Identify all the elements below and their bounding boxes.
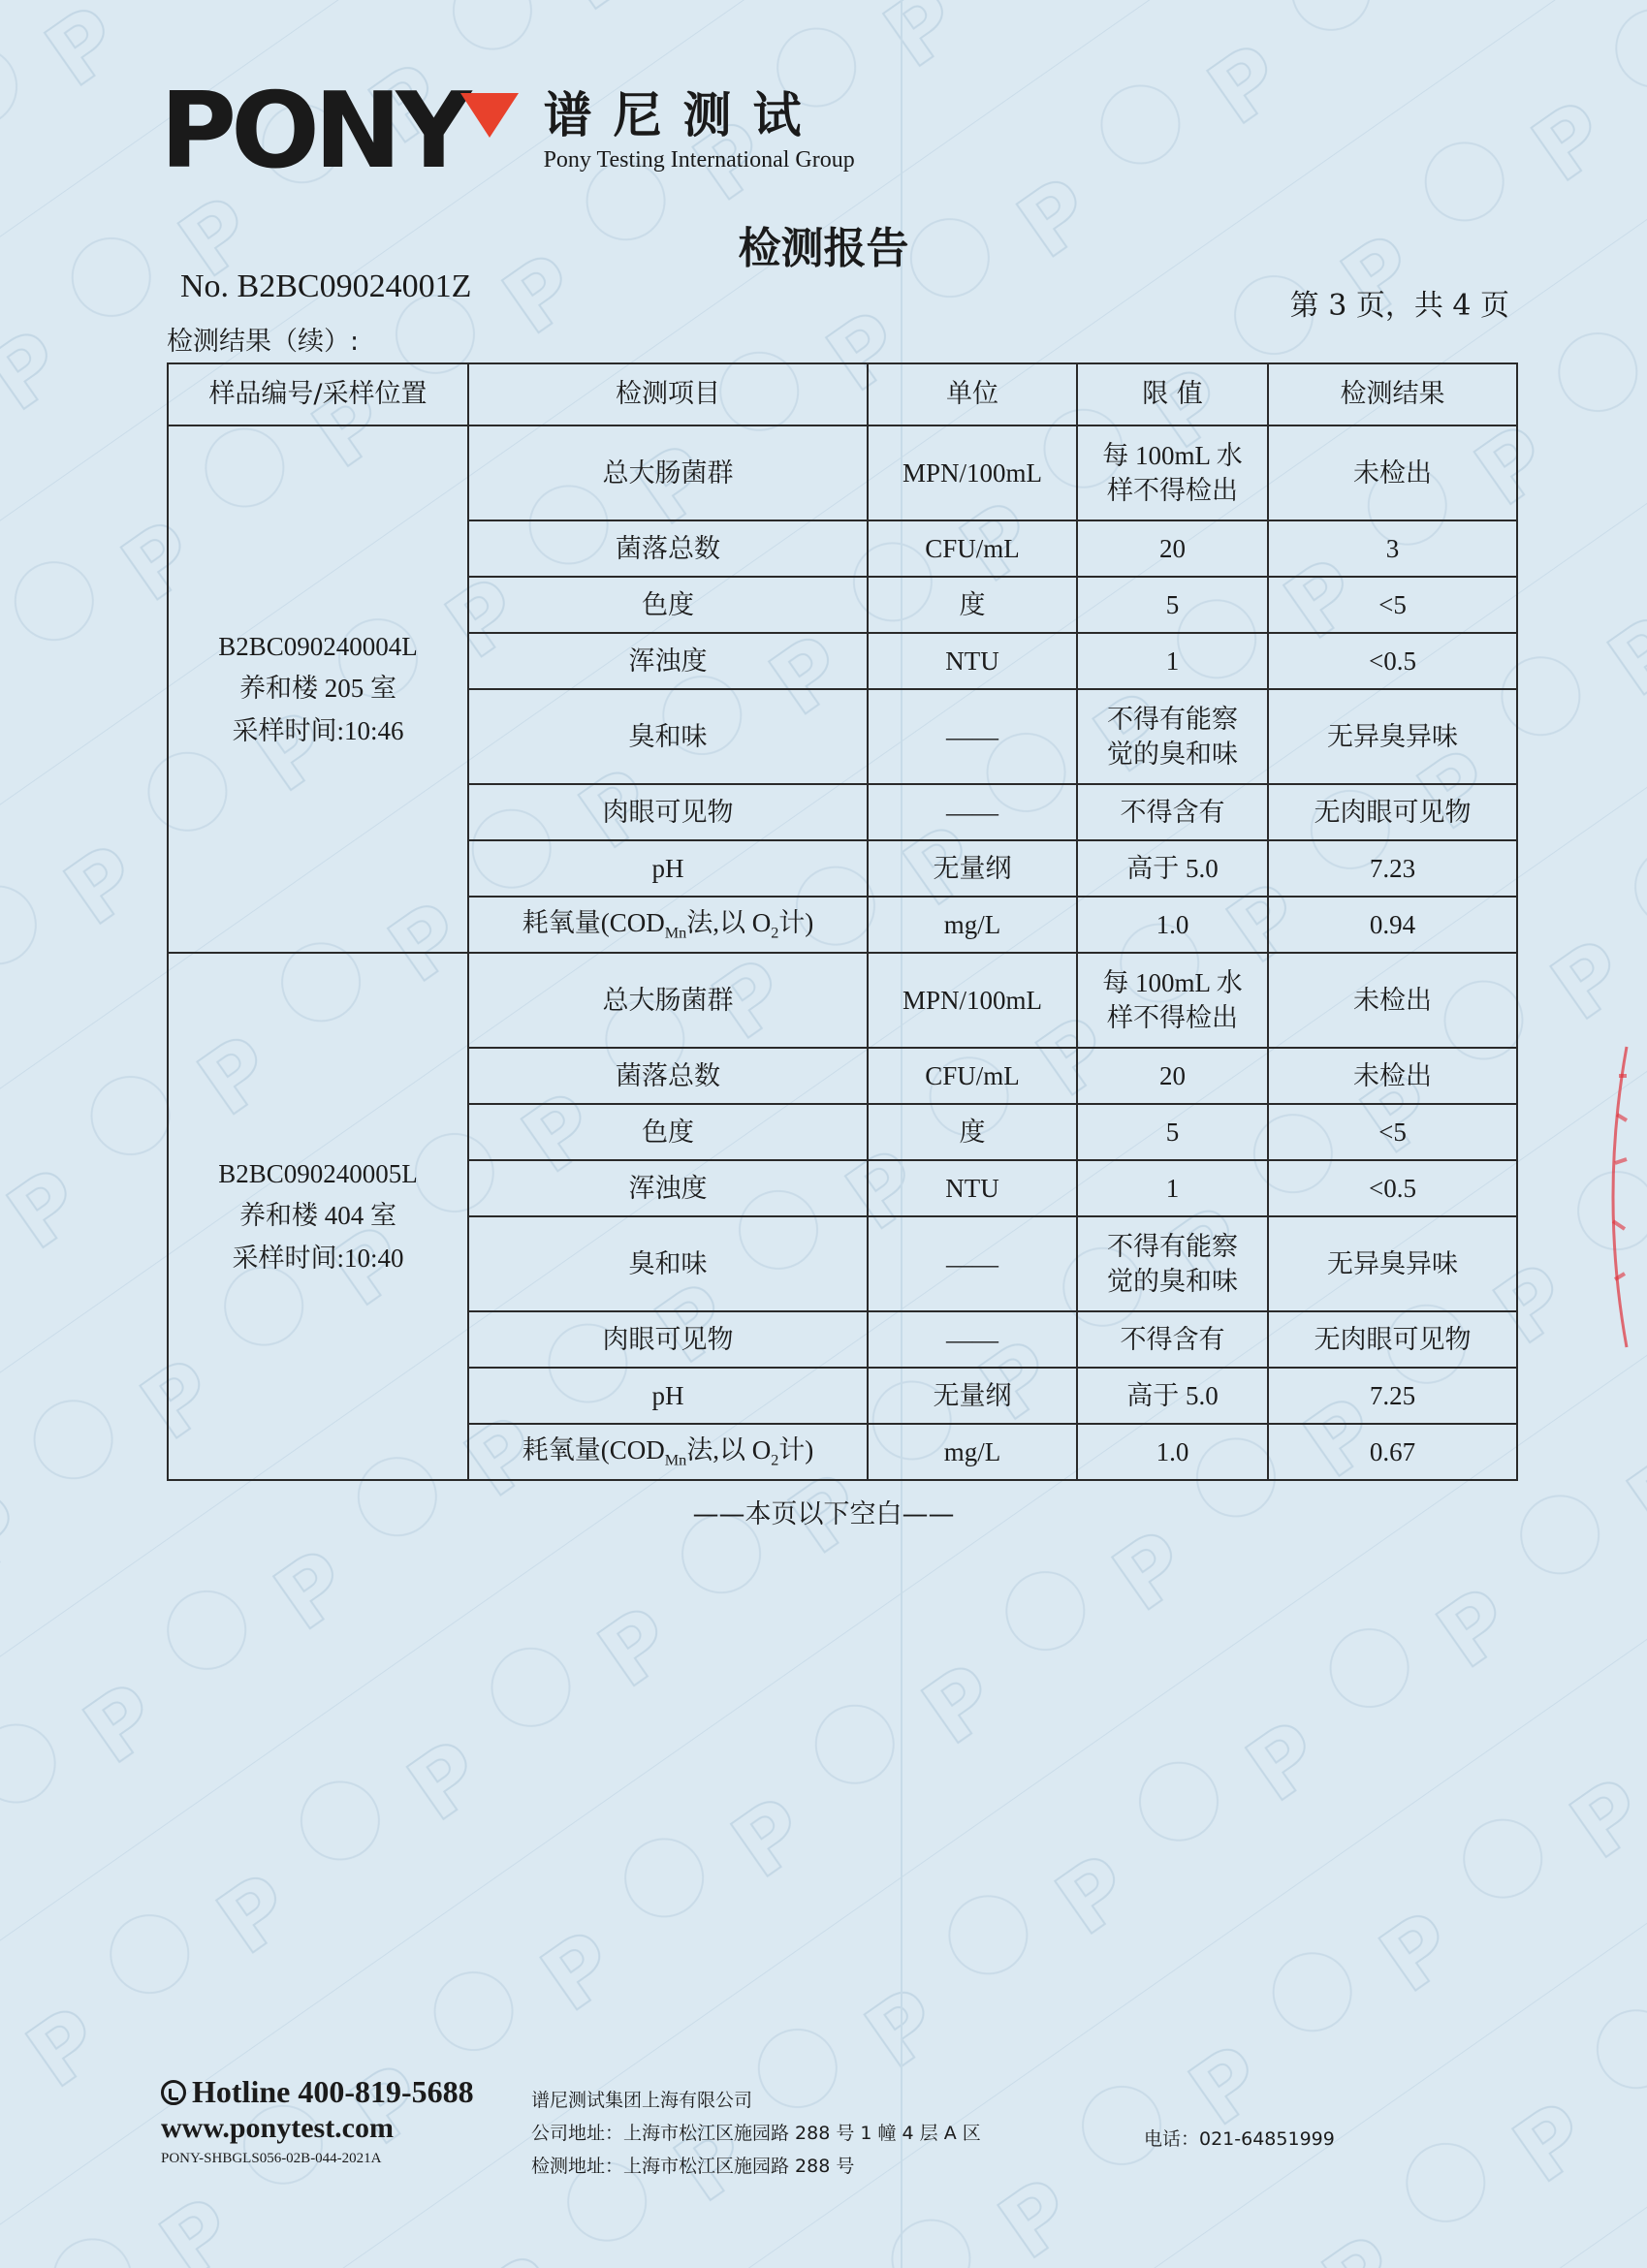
sample-id: B2BC090240005L [218, 1159, 418, 1189]
cell-limit: 不得有能察 觉的臭和味 [1077, 1216, 1268, 1311]
cell-limit: 1.0 [1077, 1424, 1268, 1480]
cell-result: 3 [1268, 520, 1517, 577]
sample-time: 采样时间:10:40 [232, 1243, 404, 1273]
cell-item: 臭和味 [468, 1216, 868, 1311]
cell-limit: 不得含有 [1077, 1311, 1268, 1368]
cell-limit: 高于 5.0 [1077, 1368, 1268, 1424]
header-item: 检测项目 [468, 363, 868, 425]
cell-result: 7.23 [1268, 840, 1517, 897]
cell-unit: —— [868, 1216, 1077, 1311]
website-link[interactable]: www.ponytest.com [161, 2112, 394, 2144]
header-limit: 限 值 [1077, 363, 1268, 425]
cell-unit: MPN/100mL [868, 953, 1077, 1048]
results-body [168, 425, 1517, 1480]
document-title: 检测报告 [738, 224, 909, 273]
logo-name-cn: 谱尼测试 [543, 87, 823, 144]
cell-result: 未检出 [1268, 1048, 1517, 1104]
cell-result: 无肉眼可见物 [1268, 1311, 1517, 1368]
company-name: 谱尼测试集团上海有限公司 [531, 2090, 753, 2111]
logo-name-en: Pony Testing International Group [543, 146, 855, 173]
cell-unit: mg/L [868, 1424, 1077, 1480]
table-header-row [168, 363, 1517, 425]
cell-item: 菌落总数 [468, 520, 868, 577]
cell-limit: 不得含有 [1077, 784, 1268, 840]
cell-unit: 度 [868, 577, 1077, 633]
form-code: PONY-SHBGLS056-02B-044-2021A [161, 2151, 382, 2166]
table-row [168, 425, 1517, 520]
cell-unit: 无量纲 [868, 1368, 1077, 1424]
cell-item: 肉眼可见物 [468, 784, 868, 840]
cell-unit: CFU/mL [868, 1048, 1077, 1104]
cell-item: 浑浊度 [468, 633, 868, 689]
cell-unit: —— [868, 1311, 1077, 1368]
cell-unit: CFU/mL [868, 520, 1077, 577]
cell-unit: —— [868, 784, 1077, 840]
hotline [161, 2074, 474, 2110]
company-address: 公司地址：上海市松江区施园路 288 号 1 幢 4 层 A 区 [531, 2123, 981, 2144]
cell-result: <5 [1268, 1104, 1517, 1160]
cell-limit: 20 [1077, 1048, 1268, 1104]
cell-unit: mg/L [868, 897, 1077, 953]
cell-item: 浑浊度 [468, 1160, 868, 1216]
table-row [168, 953, 1517, 1048]
cell-item [468, 897, 868, 953]
cell-item: 菌落总数 [468, 1048, 868, 1104]
cell-result: 未检出 [1268, 425, 1517, 520]
cell-limit: 每 100mL 水 样不得检出 [1077, 953, 1268, 1048]
company-logo [160, 71, 855, 192]
cell-result: 未检出 [1268, 953, 1517, 1048]
header-unit: 单位 [868, 363, 1077, 425]
cell-item: pH [468, 840, 868, 897]
sample-location: 养和楼 205 室 [239, 674, 396, 704]
cell-unit: 无量纲 [868, 840, 1077, 897]
cell-item: 色度 [468, 1104, 868, 1160]
cell-unit: 度 [868, 1104, 1077, 1160]
cell-limit: 1 [1077, 633, 1268, 689]
cell-item: pH [468, 1368, 868, 1424]
results-table [167, 362, 1518, 1481]
section-label: 检测结果（续）: [167, 327, 360, 357]
cell-limit: 5 [1077, 1104, 1268, 1160]
cell-result: 0.67 [1268, 1424, 1517, 1480]
cell-limit: 不得有能察 觉的臭和味 [1077, 689, 1268, 784]
header-result: 检测结果 [1268, 363, 1517, 425]
cell-result: 无异臭异味 [1268, 1216, 1517, 1311]
cell-result: 无肉眼可见物 [1268, 784, 1517, 840]
footer-contact [161, 2074, 474, 2167]
cell-result: <5 [1268, 577, 1517, 633]
cell-result: 7.25 [1268, 1368, 1517, 1424]
cell-unit: NTU [868, 1160, 1077, 1216]
cell-item-text: 耗氧量($COD_{Mn}$法,以 $O_2$计) [522, 1434, 814, 1469]
report-number: No. B2BC09024001Z [180, 268, 472, 304]
seal-stamp-fragment [1590, 1037, 1629, 1357]
cell-limit: 5 [1077, 577, 1268, 633]
logo-triangle-icon [460, 93, 519, 138]
cell-limit: 每 100mL 水 样不得检出 [1077, 425, 1268, 520]
test-address: 检测地址：上海市松江区施园路 288 号 [531, 2156, 855, 2177]
cell-item: 肉眼可见物 [468, 1311, 868, 1368]
logo-wordmark: PONY [160, 71, 466, 192]
cell-item-text: 耗氧量($COD_{Mn}$法,以 $O_2$计) [522, 907, 814, 942]
cell-item [468, 1424, 868, 1480]
footer-address-block [531, 2084, 981, 2183]
cell-unit: NTU [868, 633, 1077, 689]
copyright-phone-icon [161, 2080, 186, 2105]
sample-id: B2BC090240004L [218, 632, 418, 662]
cell-limit: 20 [1077, 520, 1268, 577]
end-of-page-note: ——本页以下空白—— [692, 1499, 955, 1529]
cell-limit: 高于 5.0 [1077, 840, 1268, 897]
cell-result: 0.94 [1268, 897, 1517, 953]
cell-unit: —— [868, 689, 1077, 784]
cell-unit: MPN/100mL [868, 425, 1077, 520]
sample-location: 养和楼 404 室 [239, 1201, 396, 1231]
cell-item: 总大肠菌群 [468, 953, 868, 1048]
cell-item: 臭和味 [468, 689, 868, 784]
header-sample: 样品编号/采样位置 [168, 363, 468, 425]
cell-limit: 1.0 [1077, 897, 1268, 953]
cell-item: 总大肠菌群 [468, 425, 868, 520]
page-number: 第 3 页，共 4 页 [1289, 289, 1509, 323]
cell-result: <0.5 [1268, 1160, 1517, 1216]
cell-result: 无异臭异味 [1268, 689, 1517, 784]
cell-result: <0.5 [1268, 633, 1517, 689]
hotline-text: Hotline 400-819-5688 [192, 2074, 474, 2109]
sample-time: 采样时间:10:46 [232, 715, 404, 745]
cell-limit: 1 [1077, 1160, 1268, 1216]
sample-info-cell [168, 425, 468, 953]
footer-phone: 电话：021-64851999 [1144, 2128, 1335, 2150]
cell-item: 色度 [468, 577, 868, 633]
sample-info-cell [168, 953, 468, 1480]
